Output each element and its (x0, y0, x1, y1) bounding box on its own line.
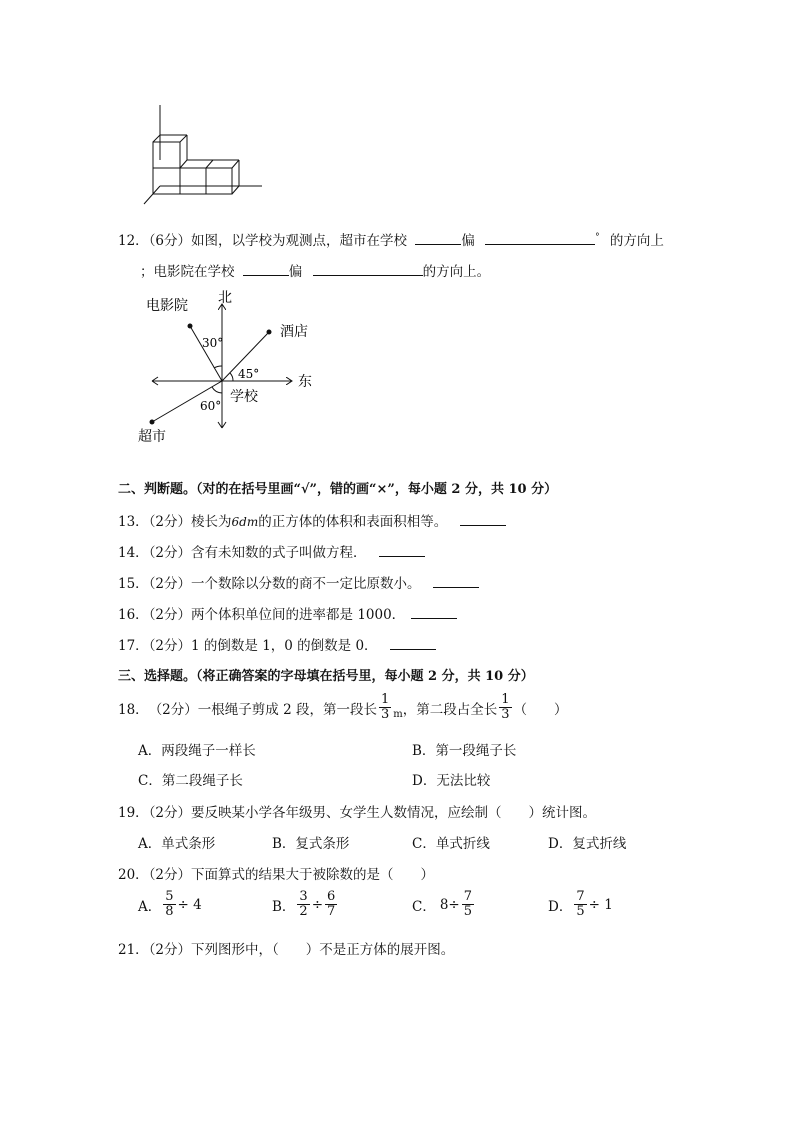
q12-number: 12． (118, 233, 149, 249)
q18-number: 18． (118, 701, 149, 718)
q16 (118, 603, 457, 623)
q21-number: 21． (118, 942, 149, 958)
q12-blank-2[interactable] (485, 230, 595, 245)
q12-text-a: 如图，以学校为观测点，超市在学校 (191, 233, 408, 249)
q13-text-post: 的正方体的体积和表面积相等。 (258, 514, 448, 530)
q20-b-fraction-1: $\frac{3}{2}$ (299, 889, 308, 919)
q18-option-a[interactable]: A．两段绳子一样长 (138, 743, 256, 759)
diagram-angle-30: 30° (202, 336, 224, 350)
q13-number: 13． (118, 514, 149, 530)
q15-answer-blank[interactable] (433, 573, 479, 588)
diagram-angle-60: 60° (200, 399, 222, 413)
q20-number: 20． (118, 867, 149, 883)
q12-blank-3[interactable] (243, 261, 289, 276)
q16-answer-blank[interactable] (411, 604, 457, 619)
q12-degree: ° (595, 232, 600, 243)
q20-a-fraction: $\frac{5}{8}$ (165, 889, 174, 919)
q14-score: （2分） (148, 545, 192, 561)
q17-text: 1 的倒数是 1，0 的倒数是 0． (191, 638, 378, 654)
q17-score: （2分） (148, 638, 192, 654)
q20-text: 下面算式的结果大于被除数的是（ ） (191, 867, 435, 883)
section2-heading: 二、判断题。（对的在括号里画“√”，错的画“×”，每小题 2 分，共 10 分） (118, 482, 558, 497)
q12-line2 (140, 260, 490, 280)
q18-text-a: 一根绳子剪成 2 段，第一段长 (197, 701, 377, 718)
q13-score: （2分） (148, 514, 192, 530)
q13 (118, 510, 506, 530)
q12-score: （6分） (148, 233, 192, 249)
q18-text-b: ，第二段占全长 (402, 701, 498, 718)
q20-option-a[interactable]: A． $\frac{5}{8}$ ÷ 4 (138, 889, 202, 919)
q14-number: 14． (118, 545, 149, 561)
q18-score: （2分） (148, 701, 198, 718)
q12-blank-1[interactable] (415, 230, 461, 245)
diagram-east-label: 东 (298, 374, 312, 390)
q18-paren: （ ） (513, 701, 568, 718)
q20-option-c[interactable]: C． 8÷ $\frac{7}{5}$ (412, 889, 473, 919)
section3-heading: 三、选择题。（将正确答案的字母填在括号里，每小题 2 分，共 10 分） (118, 669, 534, 684)
q12-text-d: 的方向上。 (422, 264, 491, 280)
q18-fraction-2: $\frac{1}{3}$ (501, 692, 510, 722)
direction-diagram (132, 288, 332, 448)
q18-fraction-1: $\frac{1}{3}$ (380, 692, 390, 722)
q19-option-c[interactable]: C．单式折线 (412, 836, 490, 852)
q20-b-fraction-2: $\frac{6}{7}$ (327, 889, 336, 919)
q14 (118, 541, 425, 561)
q19-option-a[interactable]: A．单式条形 (138, 836, 216, 852)
diagram-cinema-label: 电影院 (146, 298, 188, 314)
q20-option-d[interactable]: D． $\frac{7}{5}$ ÷ 1 (548, 889, 613, 919)
q19-score: （2分） (148, 805, 192, 821)
cube-stack-figure (140, 100, 270, 210)
q19 (118, 801, 596, 821)
q21 (118, 938, 454, 958)
diagram-north-label: 北 (218, 290, 232, 306)
q18-unit: m (393, 709, 403, 720)
q14-text: 含有未知数的式子叫做方程． (191, 545, 367, 561)
q17-answer-blank[interactable] (390, 635, 436, 650)
q18-option-c[interactable]: C．第二段绳子长 (138, 773, 243, 789)
q19-number: 19． (118, 805, 149, 821)
q13-text-pre: 棱长为 (191, 514, 232, 530)
q18 (118, 693, 568, 722)
q15 (118, 572, 479, 592)
q18-option-b[interactable]: B．第一段绳子长 (412, 743, 517, 759)
q20-option-b[interactable]: B． $\frac{3}{2}$ ÷ $\frac{6}{7}$ (272, 889, 336, 919)
q12-line1 (118, 229, 664, 249)
diagram-angle-45: 45° (238, 367, 260, 381)
q21-score: （2分） (148, 942, 192, 958)
q13-italic: 6dm (231, 515, 259, 529)
q12-text-c: ；电影院在学校 (140, 264, 235, 280)
q14-answer-blank[interactable] (379, 542, 425, 557)
q20-score: （2分） (148, 867, 192, 883)
q16-text: 两个体积单位间的进率都是 1000． (191, 607, 406, 623)
q12-pian-1: 偏 (461, 233, 475, 249)
diagram-hotel-label: 酒店 (280, 324, 308, 340)
q20-d-fraction: $\frac{7}{5}$ (576, 889, 585, 919)
q15-score: （2分） (148, 576, 192, 592)
q15-text: 一个数除以分数的商不一定比原数小。 (191, 576, 421, 592)
diagram-supermarket-label: 超市 (138, 429, 166, 445)
q12-blank-4[interactable] (313, 261, 423, 276)
q20-c-fraction: $\frac{7}{5}$ (463, 889, 473, 919)
q15-number: 15． (118, 576, 149, 592)
q19-option-b[interactable]: B．复式条形 (272, 836, 350, 852)
q16-number: 16． (118, 607, 149, 623)
q12-text-b: 的方向上 (609, 233, 664, 249)
q19-option-d[interactable]: D．复式折线 (548, 836, 627, 852)
q21-text: 下列图形中，（ ）不是正方体的展开图。 (191, 942, 455, 958)
q16-score: （2分） (148, 607, 192, 623)
q13-answer-blank[interactable] (460, 511, 506, 526)
q17 (118, 634, 436, 654)
diagram-school-label: 学校 (230, 389, 258, 405)
q12-pian-2: 偏 (288, 264, 303, 280)
q17-number: 17． (118, 638, 149, 654)
q20 (118, 863, 434, 883)
q18-option-d[interactable]: D．无法比较 (412, 773, 491, 789)
q19-text: 要反映某小学各年级男、女学生人数情况，应绘制（ ）统计图。 (191, 805, 597, 821)
